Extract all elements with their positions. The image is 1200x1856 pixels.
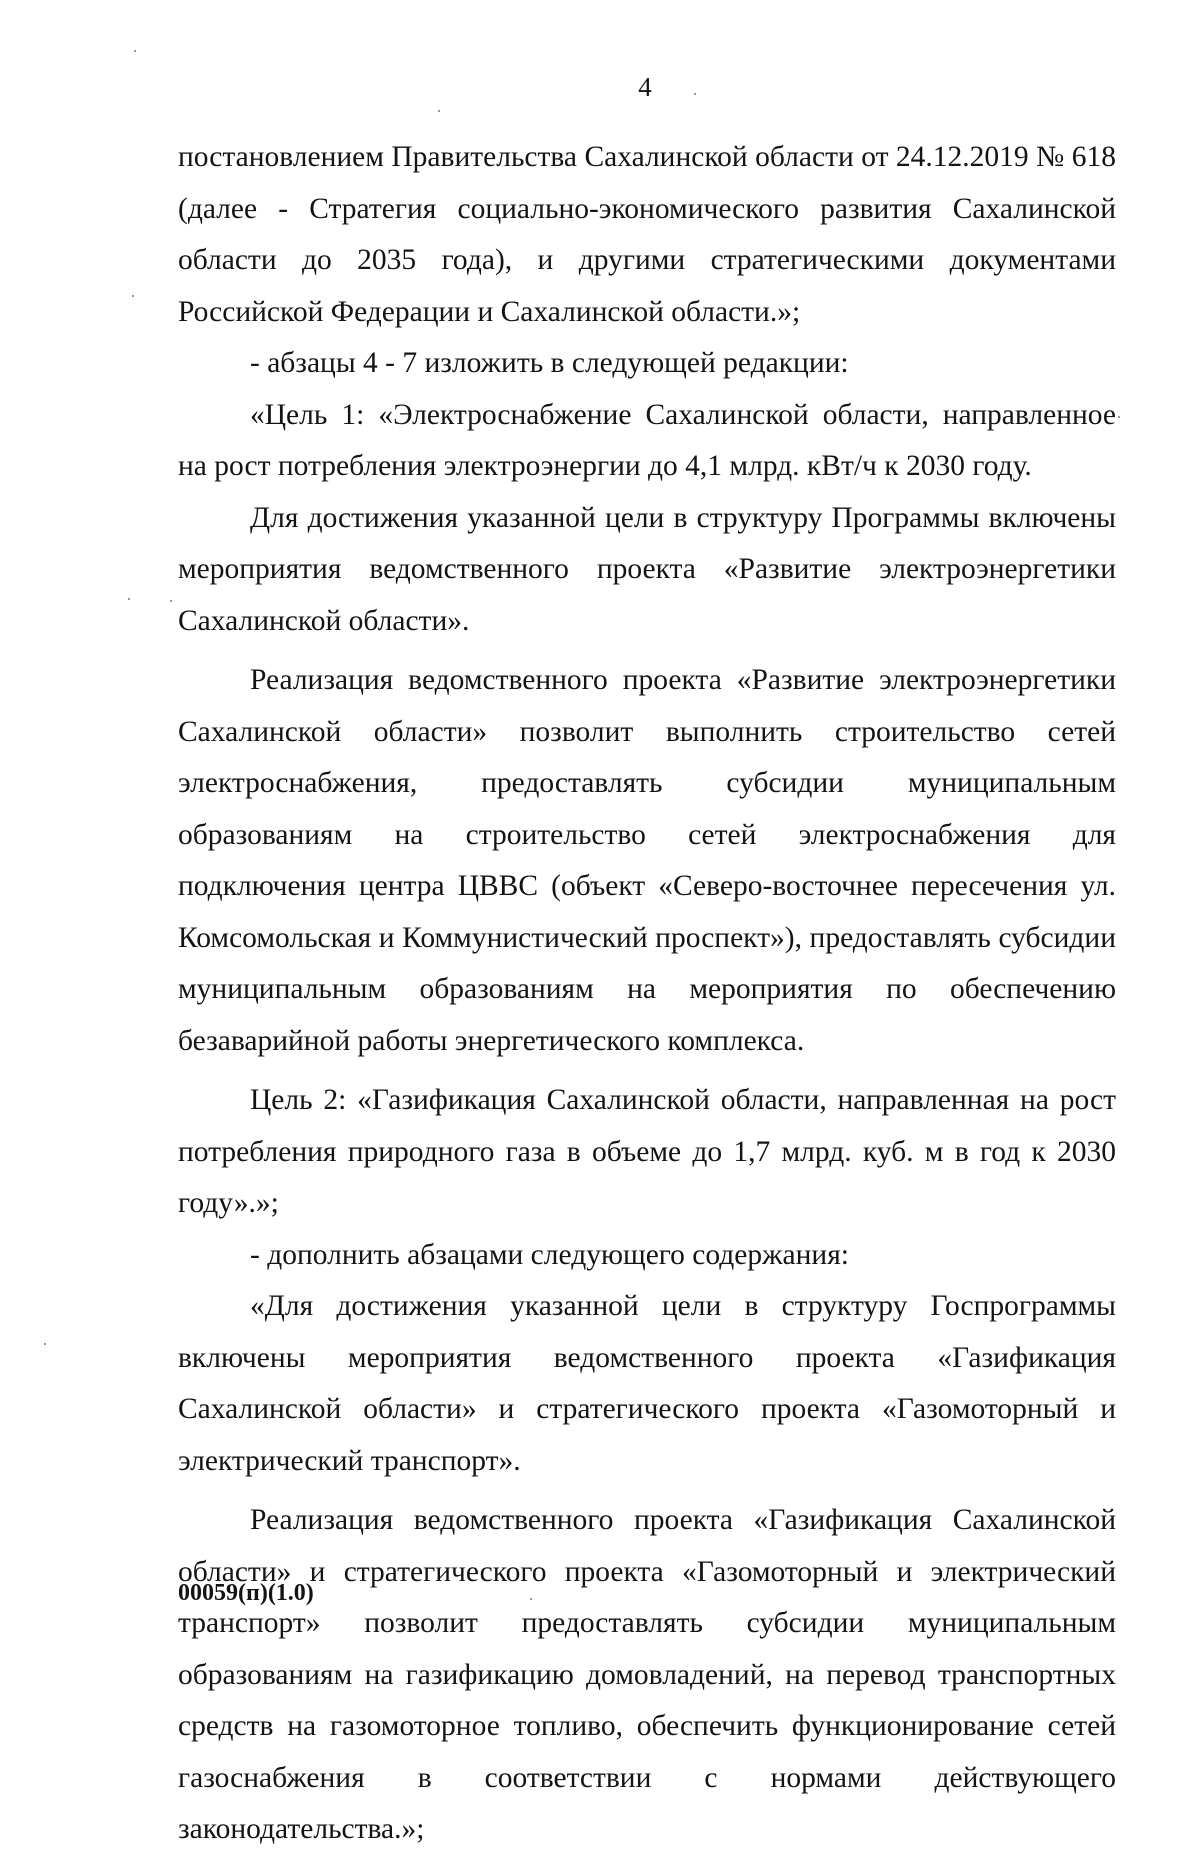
- paragraph-goal-2: Цель 2: «Газификация Сахалинской области, направленная на рост потребления природного газа в объеме до 1,7 млрд. куб. м в год к 2030 году».»;: [178, 1084, 1116, 1219]
- paragraph-goal-1-structure: Для достижения указанной цели в структуру Программы включены мероприятия ведомственного проекта «Развитие электроэнергетики Сахалинской области».: [178, 501, 1116, 637]
- paragraph-goal-1-implementation: Реализация ведомственного проекта «Развитие электроэнергетики Сахалинской области» позволит выполнить строительство сетей электроснабжения, предоставлять субсидии муниципальным образованиям на строительство сетей электроснабжения для подключения центра ЦВВС (объект «Северо-восточнее пересечения ул. Комсомольская и Коммунистический проспект»), предоставлять субсидии муниципальным образованиям на мероприятия по обеспечению безаварийной работы энергетического комплекса.: [178, 664, 1116, 1057]
- scan-speck: [134, 50, 136, 52]
- scan-speck: [530, 1598, 532, 1600]
- scan-speck: [44, 1343, 46, 1345]
- paragraph-goal-2-structure: «Для достижения указанной цели в структуру Госпрограммы включены мероприятия ведомственного проекта «Газификация Сахалинской области» и стратегического проекта «Газомоторный и электрический транспорт».: [178, 1290, 1116, 1477]
- paragraph-goal-2-implementation: Реализация ведомственного проекта «Газификация Сахалинской области» и стратегического проекта «Газомоторный и электрический транспорт» позволит предоставлять субсидии муниципальным образованиям на газификацию домовладений, на перевод транспортных средств на газомоторное топливо, обеспечить функционирование сетей газоснабжения в соответствии с нормами действующего законодательства.»;: [178, 1504, 1116, 1845]
- paragraph-instruction-replace: - абзацы 4 - 7 изложить в следующей редакции:: [250, 347, 849, 379]
- page-number: 4: [638, 72, 652, 102]
- scan-speck: [694, 93, 696, 95]
- paragraph-instruction-add: - дополнить абзацами следующего содержания:: [250, 1238, 849, 1271]
- scan-speck: [128, 598, 130, 600]
- paragraph-continuation: постановлением Правительства Сахалинской области от 24.12.2019 № 618 (далее - Стратегия социально-экономического развития Сахалинской области до 2035 года), и другими стратегическими документами Российской Федерации и Сахалинской области.»;: [178, 141, 1116, 328]
- document-code: 00059(п)(1.0): [178, 1580, 314, 1606]
- document-body: [178, 132, 1116, 1856]
- scan-speck: [438, 110, 440, 112]
- paragraph-goal-1: «Цель 1: «Электроснабжение Сахалинской области, направленное на рост потребления электроэнергии до 4,1 млрд. кВт/ч к 2030 году.: [178, 398, 1116, 482]
- scan-speck: [170, 600, 172, 602]
- scan-speck: [1118, 416, 1120, 418]
- scan-speck: [132, 295, 134, 297]
